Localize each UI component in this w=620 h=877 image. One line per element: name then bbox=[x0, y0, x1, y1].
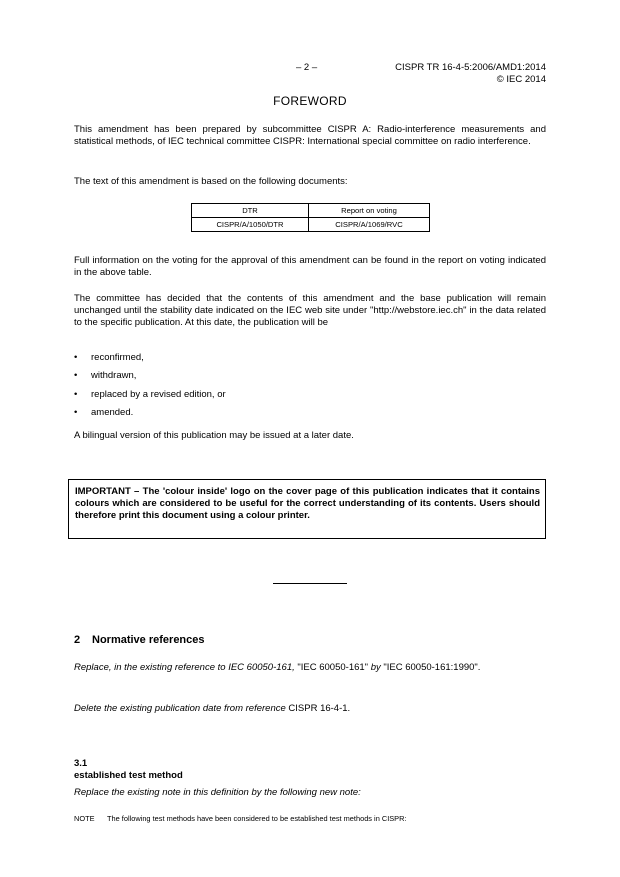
list-item: • reconfirmed, bbox=[74, 352, 144, 363]
foreword-paragraph-1: This amendment has been prepared by subcommittee CISPR A: Radio-interference measurements and statistical methods, of IEC technical committee CISPR: International special committee on radio interference. bbox=[74, 124, 546, 147]
status-list bbox=[74, 352, 226, 425]
bullet-icon: • bbox=[74, 352, 78, 363]
copyright: © IEC 2014 bbox=[496, 74, 546, 85]
note-label: NOTE bbox=[74, 814, 95, 823]
important-notice-box bbox=[68, 479, 546, 539]
list-item: • withdrawn, bbox=[74, 370, 137, 382]
section-title: Normative references bbox=[92, 634, 205, 646]
document-id: CISPR TR 16-4-5:2006/AMD1:2014 bbox=[395, 62, 546, 73]
voting-table bbox=[191, 203, 430, 232]
note-text: The following test methods have been considered to be established test methods in CISPR: bbox=[107, 814, 407, 823]
foreword-paragraph-5: A bilingual version of this publication may be issued at a later date. bbox=[74, 430, 354, 441]
delete-instruction: Delete the existing publication date from reference CISPR 16-4-1. bbox=[74, 703, 351, 714]
important-text: The 'colour inside' logo on the cover page of this publication indicates that it contains colours which are considered to be useful for the correct understanding of its contents. Users should therefore print this document using a colour printer. bbox=[75, 486, 541, 521]
term-name: established test method bbox=[74, 770, 183, 781]
list-item: • amended. bbox=[74, 406, 134, 418]
subclause-number: 3.1 bbox=[74, 758, 88, 769]
important-label: IMPORTANT – bbox=[75, 486, 140, 497]
foreword-paragraph-3: Full information on the voting for the approval of this amendment can be found in the report on voting indicated in the above table. bbox=[74, 255, 546, 278]
table-header-row bbox=[192, 204, 430, 218]
table-row bbox=[192, 218, 430, 232]
table-cell: CISPR/A/1050/DTR bbox=[192, 218, 309, 232]
replace-instruction: Replace, in the existing reference to IEC 60050-161, "IEC 60050-161" by "IEC 60050-161:1990". bbox=[74, 662, 481, 673]
foreword-paragraph-2: The text of this amendment is based on the following documents: bbox=[74, 176, 348, 187]
table-cell: CISPR/A/1069/RVC bbox=[309, 218, 430, 232]
table-header-cell: DTR bbox=[192, 204, 309, 218]
section-number: 2 bbox=[74, 634, 81, 646]
table-header-cell: Report on voting bbox=[309, 204, 430, 218]
section-divider bbox=[273, 583, 347, 584]
replace-note-instruction: Replace the existing note in this definition by the following new note: bbox=[74, 787, 361, 798]
section-2-heading bbox=[74, 634, 205, 646]
bullet-icon: • bbox=[74, 388, 78, 400]
note-line bbox=[74, 814, 407, 823]
bullet-icon: • bbox=[74, 370, 78, 382]
page-title: FOREWORD bbox=[273, 94, 347, 108]
foreword-paragraph-4: The committee has decided that the contents of this amendment and the base publication will remain unchanged until the stability date indicated on the IEC web site under "http://webstore.iec.ch" in the data related to the specific publication. At this date, the publication will be bbox=[74, 293, 546, 328]
page-number: – 2 – bbox=[296, 62, 318, 73]
list-item: • replaced by a revised edition, or bbox=[74, 388, 226, 400]
bullet-icon: • bbox=[74, 406, 78, 418]
